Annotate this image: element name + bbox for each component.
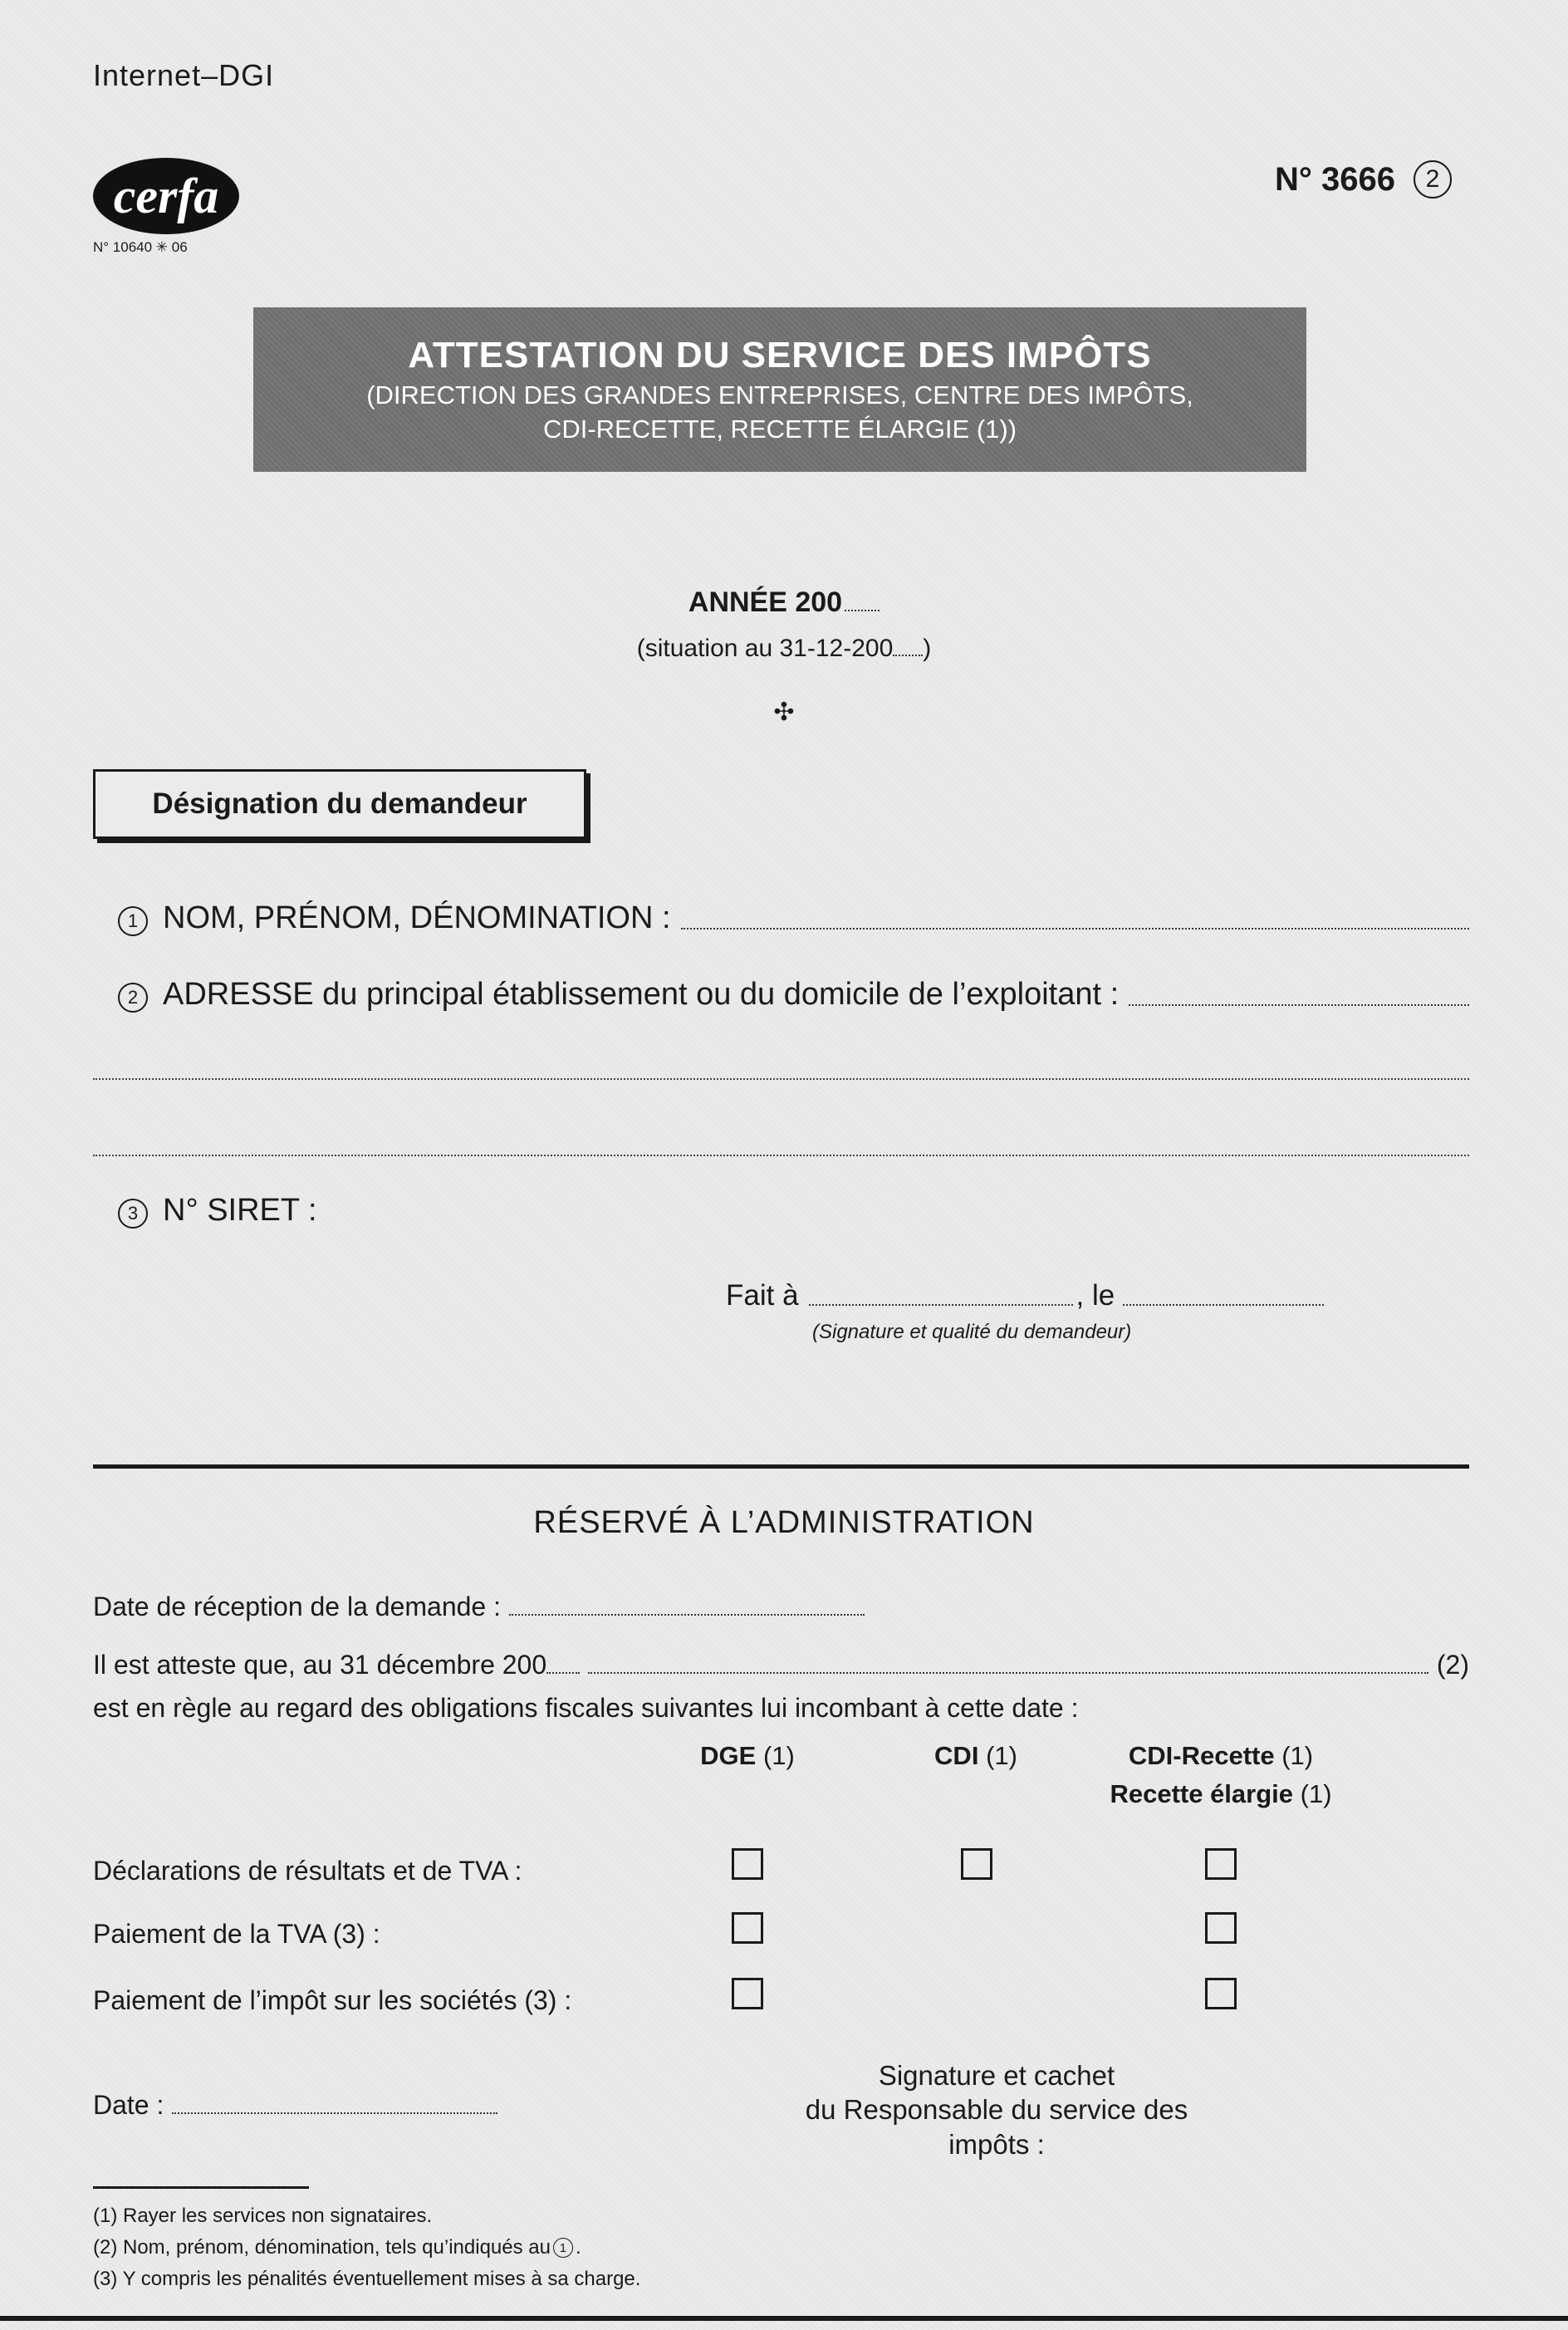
situation-line — [0, 635, 1568, 663]
ornament-icon: ✣ — [773, 699, 795, 726]
date-prefix-label: , le — [1076, 1279, 1115, 1312]
admin-date-row — [93, 2090, 497, 2121]
field-number-badge: 1 — [118, 906, 148, 936]
field-number-badge: 2 — [118, 983, 148, 1013]
banner-title: ATTESTATION DU SERVICE DES IMPÔTS — [408, 334, 1152, 375]
name-field-row — [118, 900, 1469, 936]
checkbox-tva-dge[interactable] — [732, 1912, 763, 1944]
obligations-text: est en règle au regard des obligations fiscales suivantes lui incombant à cette date : — [93, 1693, 1079, 1723]
signature-line-1: Signature et cachet — [878, 2060, 1115, 2091]
situation-close: ) — [923, 635, 932, 662]
checkbox-is-cdi-recette[interactable] — [1205, 1978, 1237, 2009]
row-label-is: Paiement de l’impôt sur les sociétés (3) : — [93, 1985, 572, 2015]
column-note-2: (1) — [1300, 1779, 1332, 1808]
name-field-input[interactable] — [681, 928, 1469, 930]
column-name: CDI-Recette — [1128, 1741, 1275, 1770]
footnote-1: (1) Rayer les services non signataires. — [93, 2205, 433, 2227]
column-name-2: Recette élargie — [1110, 1779, 1294, 1808]
column-header-dge — [664, 1741, 831, 1771]
year-line — [0, 586, 1568, 619]
banner-subtitle-line1: (DIRECTION DES GRANDES ENTREPRISES, CENTRE DES IMPÔTS, — [366, 380, 1193, 410]
attest-prefix: Il est atteste que, au 31 décembre 200 — [93, 1650, 547, 1680]
checkbox-declarations-cdi[interactable] — [961, 1848, 992, 1880]
checkbox-is-dge[interactable] — [732, 1978, 763, 2009]
cerfa-number: N° 10640 ✳ 06 — [93, 239, 188, 255]
section-divider — [93, 1464, 1469, 1469]
admin-section-title: RÉSERVÉ À L’ADMINISTRATION — [533, 1505, 1035, 1540]
page-bottom-border — [0, 2316, 1568, 2321]
footnote-3: (3) Y compris les pénalités éventuellement mises à sa charge. — [93, 2268, 641, 2290]
form-number-text: N° 3666 — [1275, 160, 1395, 198]
column-note: (1) — [762, 1741, 795, 1770]
attest-name-input[interactable] — [588, 1672, 1428, 1674]
applicant-section-title: Désignation du demandeur — [93, 769, 586, 839]
siret-field-label: N° SIRET : — [163, 1193, 317, 1228]
attest-row — [93, 1650, 1469, 1680]
row-label-tva: Paiement de la TVA (3) : — [93, 1919, 380, 1949]
reception-date-input[interactable] — [509, 1614, 865, 1616]
column-header-cdi — [893, 1741, 1059, 1771]
place-input[interactable] — [809, 1304, 1073, 1306]
admin-date-input[interactable] — [172, 2112, 497, 2114]
address-field-row — [118, 977, 1469, 1013]
siret-input[interactable] — [399, 1193, 1469, 1234]
applicant-date-input[interactable] — [1123, 1304, 1324, 1306]
column-note: (1) — [1281, 1741, 1314, 1770]
cerfa-logo — [93, 158, 239, 234]
reception-date-row — [93, 1592, 865, 1622]
footnote-ref-badge: 1 — [553, 2238, 573, 2258]
attest-year-input[interactable] — [546, 1672, 580, 1674]
year-input[interactable] — [845, 603, 880, 611]
cerfa-logo-text: cerfa — [113, 168, 219, 223]
address-field-input[interactable] — [1129, 1004, 1469, 1006]
address-continuation-line-2[interactable] — [93, 1155, 1469, 1156]
banner-subtitle-line2: CDI-RECETTE, RECETTE ÉLARGIE (1)) — [542, 414, 1017, 444]
situation-label: (situation au 31-12-200 — [636, 635, 894, 662]
admin-signature-area[interactable] — [777, 2135, 1469, 2176]
footnote-2-text: (2) Nom, prénom, dénomination, tels qu’indiqués au — [93, 2236, 551, 2259]
footnote-divider — [93, 2186, 309, 2189]
name-field-label: NOM, PRÉNOM, DÉNOMINATION : — [163, 900, 671, 935]
year-label: ANNÉE 200 — [688, 586, 843, 618]
source-label: Internet–DGI — [93, 58, 275, 92]
signature-place-row — [726, 1279, 1324, 1312]
column-note: (1) — [986, 1741, 1017, 1770]
column-header-cdi-recette — [1071, 1741, 1370, 1809]
admin-date-label: Date : — [93, 2090, 164, 2120]
title-banner — [253, 307, 1306, 472]
copy-number-badge: 2 — [1414, 160, 1452, 199]
address-continuation-line-1[interactable] — [93, 1078, 1469, 1080]
siret-field-row — [118, 1193, 317, 1229]
situation-year-input[interactable] — [893, 648, 923, 656]
checkbox-declarations-dge[interactable] — [732, 1848, 763, 1880]
signature-note: (Signature et qualité du demandeur) — [812, 1321, 1132, 1343]
checkbox-declarations-cdi-recette[interactable] — [1205, 1848, 1237, 1880]
reception-date-label: Date de réception de la demande : — [93, 1592, 501, 1621]
signature-line-2: du Responsable du service des impôts : — [805, 2094, 1188, 2160]
checkbox-tva-cdi-recette[interactable] — [1205, 1912, 1237, 1944]
attest-suffix: (2) — [1436, 1650, 1469, 1680]
fait-a-label: Fait à — [726, 1279, 799, 1312]
footnote-2-suffix: . — [575, 2236, 581, 2259]
form-number — [1275, 160, 1452, 199]
column-name: CDI — [934, 1741, 979, 1770]
row-label-declarations: Déclarations de résultats et de TVA : — [93, 1856, 522, 1886]
column-name: DGE — [700, 1741, 757, 1770]
footnote-2 — [93, 2236, 581, 2259]
address-field-label: ADRESSE du principal établissement ou du domicile de l’exploitant : — [163, 977, 1120, 1012]
field-number-badge: 3 — [118, 1199, 148, 1229]
